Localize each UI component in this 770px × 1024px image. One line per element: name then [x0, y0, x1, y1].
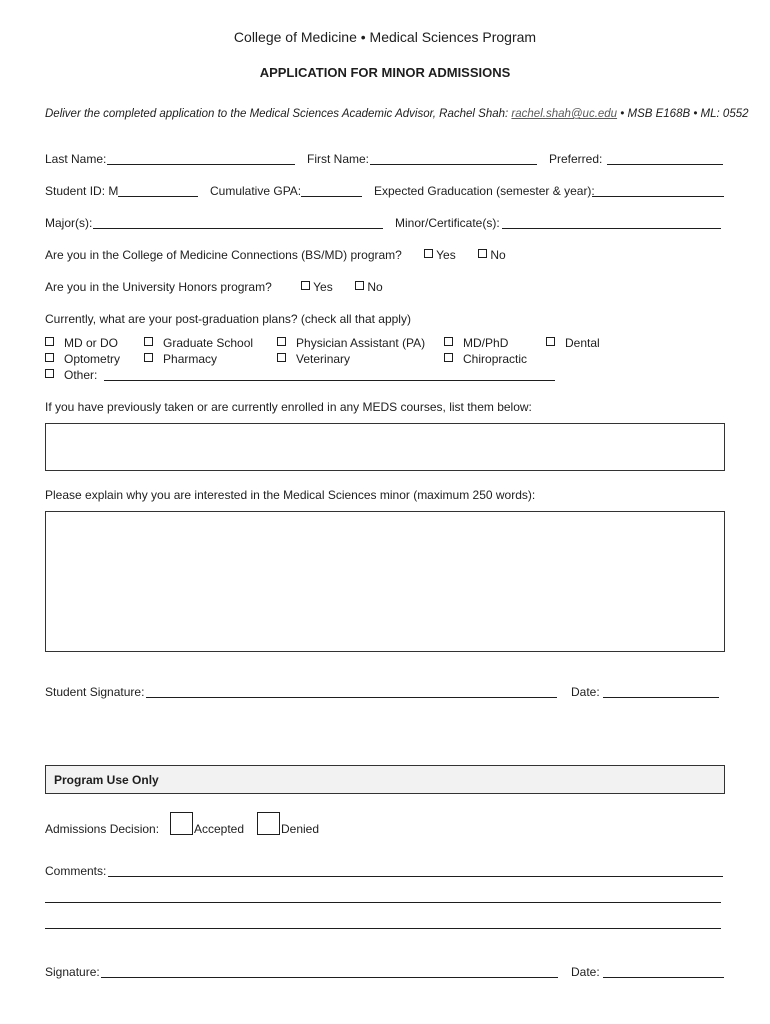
comments-field-line-3[interactable] [45, 928, 721, 929]
plan-veterinary-option[interactable] [277, 352, 350, 366]
plan-label: Optometry [64, 352, 121, 366]
comments-field-line-2[interactable] [45, 902, 721, 903]
honors-no-option[interactable] [355, 280, 383, 294]
program-use-title: Program Use Only [54, 773, 159, 787]
interest-prompt: Please explain why you are interested in the Medical Sciences minor (maximum 250 words): [45, 488, 536, 502]
checkbox-icon[interactable] [444, 337, 453, 346]
instructions-prefix: Deliver the completed application to the Medical Sciences Academic Advisor, Rachel Shah: [45, 108, 512, 120]
program-signature-label: Signature: [45, 965, 100, 979]
last-name-field[interactable] [107, 164, 295, 165]
plan-md-do-option[interactable] [45, 336, 118, 350]
plan-other-field[interactable] [104, 380, 555, 381]
plan-optometry-option[interactable] [45, 352, 120, 366]
student-id-label: Student ID: M [45, 184, 119, 198]
checkbox-icon[interactable] [301, 281, 310, 290]
student-date-label: Date: [571, 685, 600, 699]
checkbox-icon[interactable] [424, 249, 433, 258]
checkbox-icon[interactable] [277, 337, 286, 346]
gpa-field[interactable] [301, 196, 362, 197]
instructions-suffix: • MSB E168B • ML: 0552 [617, 108, 749, 120]
plan-label: Chiropractic [463, 352, 528, 366]
connections-yes-label: Yes [436, 248, 456, 262]
majors-field[interactable] [93, 228, 383, 229]
plan-grad-school-option[interactable] [144, 336, 253, 350]
preferred-label: Preferred: [549, 152, 603, 166]
honors-question: Are you in the University Honors program? [45, 280, 272, 294]
program-date-label: Date: [571, 965, 600, 979]
plan-label: Graduate School [163, 336, 254, 350]
plan-pa-option[interactable] [277, 336, 425, 350]
accepted-checkbox[interactable] [170, 812, 193, 835]
plan-label: Dental [565, 336, 600, 350]
instructions [45, 108, 749, 120]
program-signature-field[interactable] [101, 977, 558, 978]
plan-label: Physician Assistant (PA) [296, 336, 426, 350]
preferred-field[interactable] [607, 164, 723, 165]
plan-md-phd-option[interactable] [444, 336, 508, 350]
plan-label: MD/PhD [463, 336, 509, 350]
checkbox-icon[interactable] [355, 281, 364, 290]
connections-question: Are you in the College of Medicine Connections (BS/MD) program? [45, 248, 402, 262]
advisor-email-link[interactable]: rachel.shah@uc.edu [511, 108, 618, 120]
comments-label: Comments: [45, 864, 107, 878]
checkbox-icon[interactable] [546, 337, 555, 346]
connections-no-label: No [490, 248, 506, 262]
meds-prompt: If you have previously taken or are currently enrolled in any MEDS courses, list them below: [45, 400, 532, 414]
first-name-field[interactable] [370, 164, 537, 165]
denied-checkbox[interactable] [257, 812, 280, 835]
plan-other-option[interactable] [45, 368, 97, 382]
plan-dental-option[interactable] [546, 336, 600, 350]
honors-no-label: No [367, 280, 383, 294]
checkbox-icon[interactable] [277, 353, 286, 362]
minor-field[interactable] [502, 228, 721, 229]
plan-label: Pharmacy [163, 352, 218, 366]
denied-label: Denied [281, 822, 320, 836]
plan-label: Veterinary [296, 352, 351, 366]
plans-question: Currently, what are your post-graduation plans? (check all that apply) [45, 312, 411, 326]
checkbox-icon[interactable] [478, 249, 487, 258]
first-name-label: First Name: [307, 152, 370, 166]
checkbox-icon[interactable] [45, 353, 54, 362]
minor-label: Minor/Certificate(s): [395, 216, 500, 230]
program-date-field[interactable] [603, 977, 724, 978]
student-signature-field[interactable] [146, 697, 557, 698]
majors-label: Major(s): [45, 216, 93, 230]
checkbox-icon[interactable] [45, 337, 54, 346]
accepted-label: Accepted [194, 822, 245, 836]
checkbox-icon[interactable] [144, 337, 153, 346]
meds-courses-textarea[interactable] [45, 423, 725, 471]
student-signature-label: Student Signature: [45, 685, 145, 699]
plan-pharmacy-option[interactable] [144, 352, 217, 366]
honors-yes-label: Yes [313, 280, 333, 294]
graduation-field[interactable] [592, 196, 724, 197]
plan-label: MD or DO [64, 336, 119, 350]
comments-field-line-1[interactable] [108, 876, 723, 877]
plan-chiropractic-option[interactable] [444, 352, 527, 366]
student-date-field[interactable] [603, 697, 719, 698]
connections-yes-option[interactable] [424, 248, 456, 262]
checkbox-icon[interactable] [444, 353, 453, 362]
plan-label: Other: [64, 368, 98, 382]
checkbox-icon[interactable] [144, 353, 153, 362]
program-use-header [45, 765, 725, 794]
honors-yes-option[interactable] [301, 280, 333, 294]
admissions-decision-label: Admissions Decision: [45, 822, 160, 836]
gpa-label: Cumulative GPA: [210, 184, 302, 198]
interest-textarea[interactable] [45, 511, 725, 652]
checkbox-icon[interactable] [45, 369, 54, 378]
connections-no-option[interactable] [478, 248, 506, 262]
form-subtitle: APPLICATION FOR MINOR ADMISSIONS [259, 65, 511, 80]
graduation-label: Expected Graducation (semester & year): [374, 184, 595, 198]
last-name-label: Last Name: [45, 152, 107, 166]
student-id-field[interactable] [118, 196, 198, 197]
form-title: College of Medicine • Medical Sciences Program [233, 29, 537, 45]
